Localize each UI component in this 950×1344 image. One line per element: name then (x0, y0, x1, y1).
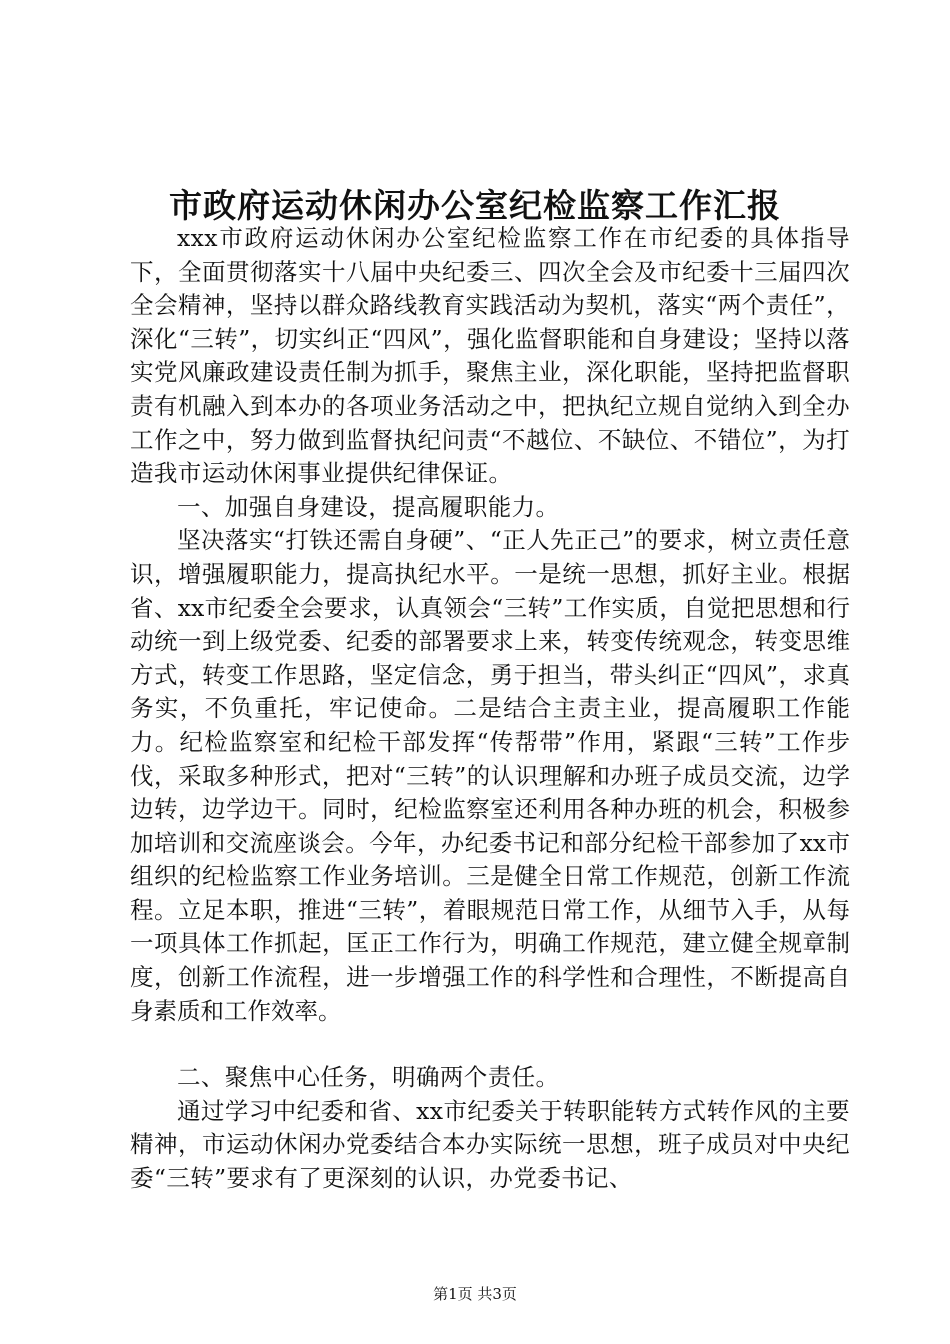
page-number-footer: 第1页 共3页 (433, 1285, 517, 1303)
document-body-upper (130, 222, 850, 1028)
section-1-paragraph: 坚决落实“打铁还需自身硬”、“正人先正己”的要求，树立责任意识，增强履职能力，提高执纪水平。一是统一思想，抓好主业。根据省、xx市纪委全会要求，认真领会“三转”工作实质，自觉把思想和行动统一到上级党委、纪委的部署要求上来，转变传统观念，转变思维方式，转变工作思路，坚定信念，勇于担当，带头纠正“四风”，求真务实，不负重托，牢记使命。二是结合主责主业，提高履职工作能力。纪检监察室和纪检干部发挥“传帮带”作用，紧跟“三转”工作步伐，采取多种形式，把对“三转”的认识理解和办班子成员交流，边学边转，边学边干。同时，纪检监察室还利用各种办班的机会，积极参加培训和交流座谈会。今年，办纪委书记和部分纪检干部参加了xx市组织的纪检监察工作业务培训。三是健全日常工作规范，创新工作流程。立足本职，推进“三转”，着眼规范日常工作，从细节入手，从每一项具体工作抓起，匡正工作行为，明确工作规范，建立健全规章制度，创新工作流程，进一步增强工作的科学性和合理性，不断提高自身素质和工作效率。 (130, 526, 850, 1025)
intro-paragraph: xxx市政府运动休闲办公室纪检监察工作在市纪委的具体指导下，全面贯彻落实十八届中央纪委三、四次全会及市纪委十三届四次全会精神，坚持以群众路线教育实践活动为契机，落实“两个责任”，深化“三转”，切实纠正“四风”，强化监督职能和自身建设；坚持以落实党风廉政建设责任制为抓手，聚焦主业，深化职能，坚持把监督职责有机融入到本办的各项业务活动之中，把执纪立规自觉纳入到全办工作之中，努力做到监督执纪问责“不越位、不缺位、不错位”，为打造我市运动休闲事业提供纪律保证。 (130, 224, 850, 488)
document-body-lower (130, 1061, 850, 1195)
section-heading-2: 二、聚焦中心任务，明确两个责任。 (177, 1063, 560, 1091)
section-2-paragraph: 通过学习中纪委和省、xx市纪委关于转职能转方式转作风的主要精神，市运动休闲办党委结合本办实际统一思想，班子成员对中央纪委“三转”要求有了更深刻的认识，办党委书记、 (130, 1096, 850, 1192)
document-title: 市政府运动休闲办公室纪检监察工作汇报 (169, 186, 781, 225)
section-heading-1: 一、加强自身建设，提高履职能力。 (177, 492, 560, 521)
